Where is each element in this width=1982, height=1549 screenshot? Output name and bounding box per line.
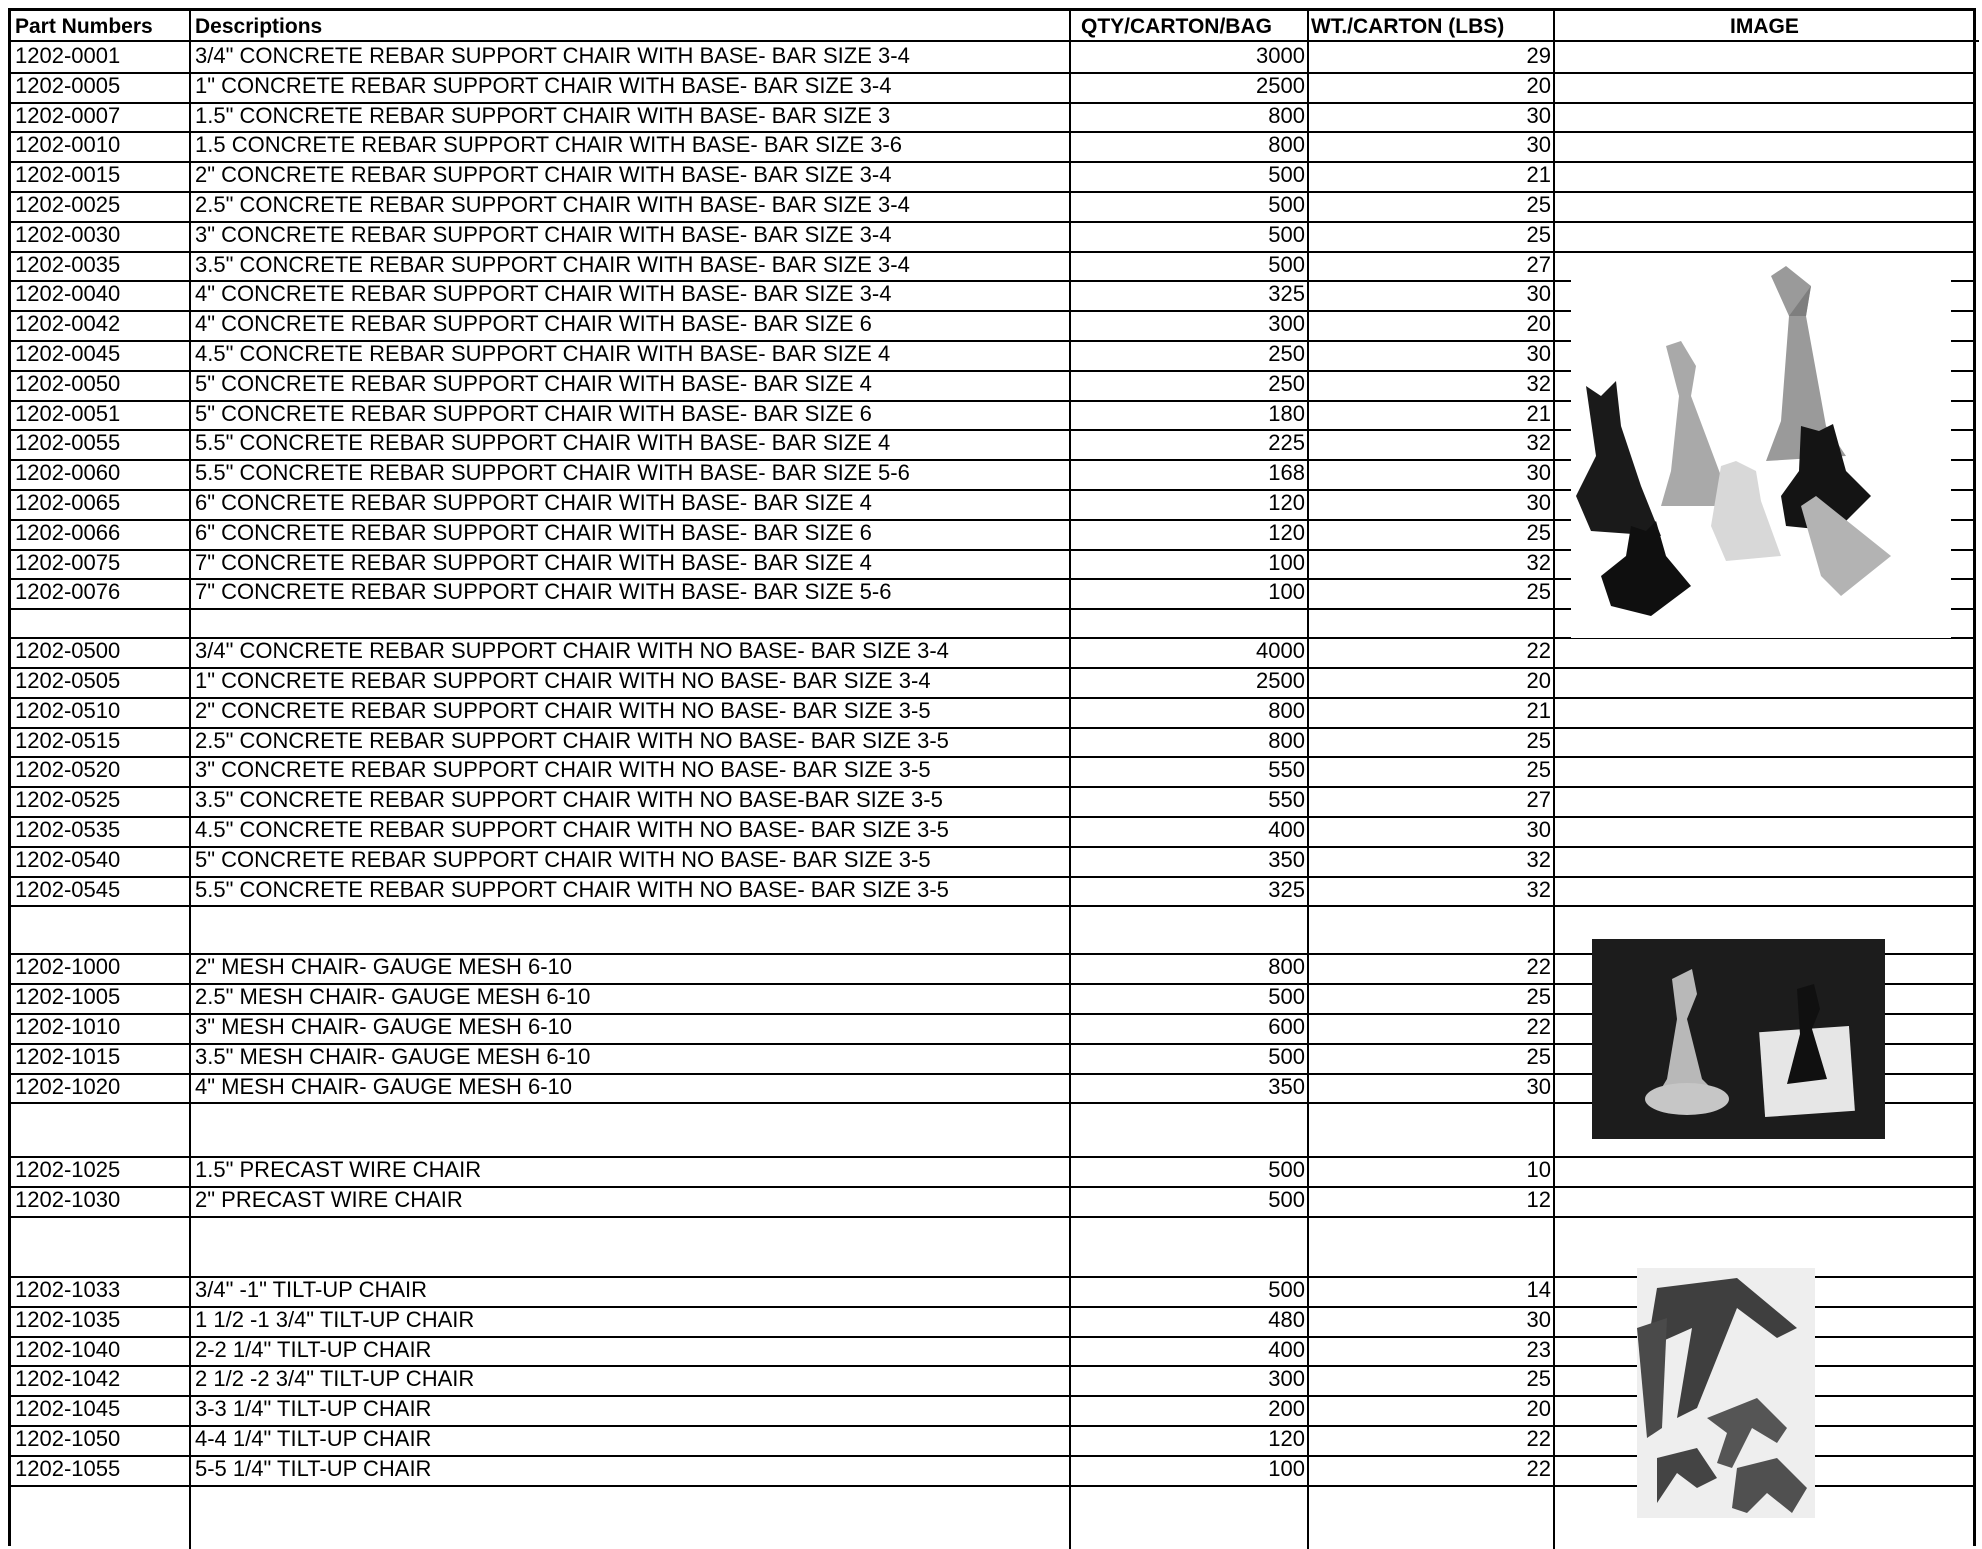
qty-cell[interactable]: 800 bbox=[1268, 132, 1305, 158]
part-number-cell[interactable]: 1202-0051 bbox=[15, 400, 121, 426]
weight-cell[interactable]: 12 bbox=[1526, 1187, 1551, 1213]
weight-cell[interactable]: 22 bbox=[1526, 954, 1551, 980]
qty-cell[interactable]: 500 bbox=[1268, 192, 1305, 217]
part-number-cell[interactable]: 1202-1015 bbox=[15, 1043, 121, 1069]
part-number-cell[interactable]: 1202-0515 bbox=[15, 727, 121, 753]
part-number-cell[interactable]: 1202-1033 bbox=[15, 1277, 121, 1302]
weight-cell[interactable]: 20 bbox=[1526, 311, 1551, 337]
part-number-cell[interactable]: 1202-0535 bbox=[15, 817, 121, 842]
part-number-cell[interactable]: 1202-0500 bbox=[15, 638, 121, 664]
weight-cell[interactable]: 32 bbox=[1526, 430, 1551, 456]
weight-cell[interactable]: 29 bbox=[1526, 43, 1551, 68]
description-cell[interactable]: 3-3 1/4" TILT-UP CHAIR bbox=[195, 1396, 432, 1422]
weight-cell[interactable]: 30 bbox=[1526, 1306, 1551, 1332]
qty-cell[interactable]: 2500 bbox=[1256, 72, 1305, 98]
qty-cell[interactable]: 800 bbox=[1268, 727, 1305, 753]
part-number-cell[interactable]: 1202-1050 bbox=[15, 1426, 121, 1451]
part-number-cell[interactable]: 1202-1000 bbox=[15, 954, 121, 980]
part-number-cell[interactable]: 1202-0540 bbox=[15, 846, 121, 872]
weight-cell[interactable]: 14 bbox=[1526, 1277, 1551, 1302]
description-cell[interactable]: 5" CONCRETE REBAR SUPPORT CHAIR WITH NO BASE- BAR SIZE 3-5 bbox=[195, 846, 931, 872]
weight-cell[interactable]: 30 bbox=[1526, 460, 1551, 486]
weight-cell[interactable]: 30 bbox=[1526, 490, 1551, 515]
qty-cell[interactable]: 325 bbox=[1268, 876, 1305, 902]
description-cell[interactable]: 1.5" CONCRETE REBAR SUPPORT CHAIR WITH BASE- BAR SIZE 3 bbox=[195, 102, 891, 128]
qty-cell[interactable]: 2500 bbox=[1256, 668, 1305, 693]
description-cell[interactable]: 2" CONCRETE REBAR SUPPORT CHAIR WITH NO BASE- BAR SIZE 3-5 bbox=[195, 697, 931, 723]
qty-cell[interactable]: 550 bbox=[1268, 787, 1305, 813]
weight-cell[interactable]: 25 bbox=[1526, 221, 1551, 247]
qty-cell[interactable]: 120 bbox=[1268, 490, 1305, 515]
part-number-cell[interactable]: 1202-0505 bbox=[15, 668, 121, 693]
part-number-cell[interactable]: 1202-0076 bbox=[15, 579, 121, 605]
qty-cell[interactable]: 100 bbox=[1268, 549, 1305, 575]
part-number-cell[interactable]: 1202-0066 bbox=[15, 519, 121, 545]
weight-cell[interactable]: 20 bbox=[1526, 72, 1551, 98]
qty-cell[interactable]: 250 bbox=[1268, 370, 1305, 396]
description-cell[interactable]: 4.5" CONCRETE REBAR SUPPORT CHAIR WITH NO BASE- BAR SIZE 3-5 bbox=[195, 817, 949, 842]
weight-cell[interactable]: 21 bbox=[1526, 697, 1551, 723]
part-number-cell[interactable]: 1202-0030 bbox=[15, 221, 121, 247]
tilt-up-chairs-illustration bbox=[1637, 1268, 1815, 1518]
weight-cell[interactable]: 20 bbox=[1526, 1396, 1551, 1422]
description-cell[interactable]: 3" CONCRETE REBAR SUPPORT CHAIR WITH NO BASE- BAR SIZE 3-5 bbox=[195, 757, 931, 783]
weight-cell[interactable]: 25 bbox=[1526, 757, 1551, 783]
part-number-cell[interactable]: 1202-1020 bbox=[15, 1073, 121, 1099]
qty-cell[interactable]: 400 bbox=[1268, 817, 1305, 842]
description-cell[interactable]: 5" CONCRETE REBAR SUPPORT CHAIR WITH BASE- BAR SIZE 4 bbox=[195, 370, 872, 396]
weight-cell[interactable]: 25 bbox=[1526, 727, 1551, 753]
qty-cell[interactable]: 500 bbox=[1268, 1157, 1305, 1183]
weight-cell[interactable]: 32 bbox=[1526, 876, 1551, 902]
mesh-chair-photo bbox=[1592, 939, 1885, 1139]
weight-cell[interactable]: 32 bbox=[1526, 370, 1551, 396]
description-cell[interactable]: 3.5" CONCRETE REBAR SUPPORT CHAIR WITH NO BASE-BAR SIZE 3-5 bbox=[195, 787, 943, 813]
qty-cell[interactable]: 300 bbox=[1268, 1366, 1305, 1392]
weight-cell[interactable]: 30 bbox=[1526, 281, 1551, 307]
weight-cell[interactable]: 30 bbox=[1526, 341, 1551, 366]
qty-cell[interactable]: 3000 bbox=[1256, 43, 1305, 68]
qty-cell[interactable]: 168 bbox=[1268, 460, 1305, 486]
qty-cell[interactable]: 120 bbox=[1268, 1426, 1305, 1451]
qty-cell[interactable]: 550 bbox=[1268, 757, 1305, 783]
qty-cell[interactable]: 350 bbox=[1268, 846, 1305, 872]
qty-cell[interactable]: 120 bbox=[1268, 519, 1305, 545]
part-number-cell[interactable]: 1202-0042 bbox=[15, 311, 121, 337]
description-cell[interactable]: 6" CONCRETE REBAR SUPPORT CHAIR WITH BASE- BAR SIZE 4 bbox=[195, 490, 872, 515]
weight-cell[interactable]: 30 bbox=[1526, 102, 1551, 128]
part-number-cell[interactable]: 1202-0001 bbox=[15, 43, 121, 68]
weight-cell[interactable]: 25 bbox=[1526, 984, 1551, 1010]
description-cell[interactable]: 4" CONCRETE REBAR SUPPORT CHAIR WITH BASE- BAR SIZE 6 bbox=[195, 311, 872, 337]
weight-cell[interactable]: 22 bbox=[1526, 1426, 1551, 1451]
weight-cell[interactable]: 21 bbox=[1526, 400, 1551, 426]
parts-spreadsheet bbox=[8, 8, 1976, 1546]
description-cell[interactable]: 5.5" CONCRETE REBAR SUPPORT CHAIR WITH NO BASE- BAR SIZE 3-5 bbox=[195, 876, 949, 902]
part-number-cell[interactable]: 1202-0005 bbox=[15, 72, 121, 98]
weight-cell[interactable]: 30 bbox=[1526, 1073, 1551, 1099]
weight-cell[interactable]: 25 bbox=[1526, 1043, 1551, 1069]
part-number-cell[interactable]: 1202-1030 bbox=[15, 1187, 121, 1213]
part-number-cell[interactable]: 1202-1040 bbox=[15, 1336, 121, 1362]
qty-cell[interactable]: 800 bbox=[1268, 697, 1305, 723]
qty-cell[interactable]: 500 bbox=[1268, 221, 1305, 247]
part-number-cell[interactable]: 1202-0015 bbox=[15, 162, 121, 188]
weight-cell[interactable]: 25 bbox=[1526, 579, 1551, 605]
description-cell[interactable]: 4" MESH CHAIR- GAUGE MESH 6-10 bbox=[195, 1073, 572, 1099]
weight-cell[interactable]: 30 bbox=[1526, 132, 1551, 158]
description-cell[interactable]: 1.5" PRECAST WIRE CHAIR bbox=[195, 1157, 482, 1183]
weight-cell[interactable]: 32 bbox=[1526, 846, 1551, 872]
part-number-cell[interactable]: 1202-0545 bbox=[15, 876, 121, 902]
column-divider bbox=[189, 11, 191, 1549]
part-number-cell[interactable]: 1202-0035 bbox=[15, 251, 121, 277]
qty-cell[interactable]: 480 bbox=[1268, 1306, 1305, 1332]
part-number-cell[interactable]: 1202-1025 bbox=[15, 1157, 121, 1183]
description-cell[interactable]: 2.5" CONCRETE REBAR SUPPORT CHAIR WITH NO BASE- BAR SIZE 3-5 bbox=[195, 727, 949, 753]
qty-cell[interactable]: 500 bbox=[1268, 1187, 1305, 1213]
description-cell[interactable]: 3/4" CONCRETE REBAR SUPPORT CHAIR WITH NO BASE- BAR SIZE 3-4 bbox=[195, 638, 949, 664]
header-descriptions[interactable]: Descriptions bbox=[195, 15, 323, 38]
description-cell[interactable]: 4.5" CONCRETE REBAR SUPPORT CHAIR WITH BASE- BAR SIZE 4 bbox=[195, 341, 891, 366]
part-number-cell[interactable]: 1202-0075 bbox=[15, 549, 121, 575]
qty-cell[interactable]: 100 bbox=[1268, 1455, 1305, 1481]
part-number-cell[interactable]: 1202-0520 bbox=[15, 757, 121, 783]
description-cell[interactable]: 3.5" MESH CHAIR- GAUGE MESH 6-10 bbox=[195, 1043, 591, 1069]
qty-cell[interactable]: 100 bbox=[1268, 579, 1305, 605]
qty-cell[interactable]: 500 bbox=[1268, 1277, 1305, 1302]
weight-cell[interactable]: 25 bbox=[1526, 192, 1551, 217]
part-number-cell[interactable]: 1202-0050 bbox=[15, 370, 121, 396]
weight-cell[interactable]: 21 bbox=[1526, 162, 1551, 188]
description-cell[interactable]: 2" CONCRETE REBAR SUPPORT CHAIR WITH BASE- BAR SIZE 3-4 bbox=[195, 162, 892, 188]
header-qty[interactable]: QTY/CARTON/BAG bbox=[1081, 15, 1272, 38]
weight-cell[interactable]: 25 bbox=[1526, 1366, 1551, 1392]
weight-cell[interactable]: 22 bbox=[1526, 638, 1551, 664]
qty-cell[interactable]: 500 bbox=[1268, 1043, 1305, 1069]
description-cell[interactable]: 1.5 CONCRETE REBAR SUPPORT CHAIR WITH BASE- BAR SIZE 3-6 bbox=[195, 132, 902, 158]
qty-cell[interactable]: 4000 bbox=[1256, 638, 1305, 664]
weight-cell[interactable]: 27 bbox=[1526, 251, 1551, 277]
qty-cell[interactable]: 800 bbox=[1268, 954, 1305, 980]
weight-cell[interactable]: 32 bbox=[1526, 549, 1551, 575]
part-number-cell[interactable]: 1202-0065 bbox=[15, 490, 121, 515]
description-cell[interactable]: 4" CONCRETE REBAR SUPPORT CHAIR WITH BASE- BAR SIZE 3-4 bbox=[195, 281, 892, 307]
part-number-cell[interactable]: 1202-0055 bbox=[15, 430, 121, 456]
description-cell[interactable]: 1 1/2 -1 3/4" TILT-UP CHAIR bbox=[195, 1306, 475, 1332]
weight-cell[interactable]: 27 bbox=[1526, 787, 1551, 813]
description-cell[interactable]: 5.5" CONCRETE REBAR SUPPORT CHAIR WITH BASE- BAR SIZE 4 bbox=[195, 430, 891, 456]
part-number-cell[interactable]: 1202-1045 bbox=[15, 1396, 121, 1422]
description-cell[interactable]: 5" CONCRETE REBAR SUPPORT CHAIR WITH BASE- BAR SIZE 6 bbox=[195, 400, 872, 426]
header-weight[interactable]: WT./CARTON (LBS) bbox=[1311, 15, 1505, 38]
part-number-cell[interactable]: 1202-0510 bbox=[15, 697, 121, 723]
weight-cell[interactable]: 22 bbox=[1526, 1455, 1551, 1481]
rebar-chairs-illustration bbox=[1571, 256, 1951, 638]
qty-cell[interactable]: 325 bbox=[1268, 281, 1305, 307]
header-image[interactable]: IMAGE bbox=[1730, 15, 1799, 38]
part-number-cell[interactable]: 1202-1055 bbox=[15, 1455, 121, 1481]
description-cell[interactable]: 3" CONCRETE REBAR SUPPORT CHAIR WITH BASE- BAR SIZE 3-4 bbox=[195, 221, 892, 247]
qty-cell[interactable]: 200 bbox=[1268, 1396, 1305, 1422]
weight-cell[interactable]: 22 bbox=[1526, 1014, 1551, 1039]
description-cell[interactable]: 6" CONCRETE REBAR SUPPORT CHAIR WITH BASE- BAR SIZE 6 bbox=[195, 519, 872, 545]
description-cell[interactable]: 2-2 1/4" TILT-UP CHAIR bbox=[195, 1336, 432, 1362]
weight-cell[interactable]: 10 bbox=[1526, 1157, 1551, 1183]
part-number-cell[interactable]: 1202-0025 bbox=[15, 192, 121, 217]
tilt-up-chair-photo bbox=[1637, 1268, 1815, 1518]
part-number-cell[interactable]: 1202-0007 bbox=[15, 102, 121, 128]
weight-cell[interactable]: 23 bbox=[1526, 1336, 1551, 1362]
description-cell[interactable]: 3/4" -1" TILT-UP CHAIR bbox=[195, 1277, 428, 1302]
rebar-chair-with-base-photo bbox=[1571, 256, 1951, 638]
part-number-cell[interactable]: 1202-1035 bbox=[15, 1306, 121, 1332]
part-number-cell[interactable]: 1202-0060 bbox=[15, 460, 121, 486]
qty-cell[interactable]: 500 bbox=[1268, 984, 1305, 1010]
weight-cell[interactable]: 25 bbox=[1526, 519, 1551, 545]
qty-cell[interactable]: 500 bbox=[1268, 251, 1305, 277]
weight-cell[interactable]: 20 bbox=[1526, 668, 1551, 693]
header-part-numbers[interactable]: Part Numbers bbox=[15, 15, 153, 38]
qty-cell[interactable]: 300 bbox=[1268, 311, 1305, 337]
qty-cell[interactable]: 180 bbox=[1268, 400, 1305, 426]
weight-cell[interactable]: 30 bbox=[1526, 817, 1551, 842]
description-cell[interactable]: 2" MESH CHAIR- GAUGE MESH 6-10 bbox=[195, 954, 572, 980]
description-cell[interactable]: 7" CONCRETE REBAR SUPPORT CHAIR WITH BASE- BAR SIZE 5-6 bbox=[195, 579, 892, 605]
description-cell[interactable]: 2" PRECAST WIRE CHAIR bbox=[195, 1187, 463, 1213]
description-cell[interactable]: 2.5" CONCRETE REBAR SUPPORT CHAIR WITH BASE- BAR SIZE 3-4 bbox=[195, 192, 910, 217]
description-cell[interactable]: 1" CONCRETE REBAR SUPPORT CHAIR WITH BASE- BAR SIZE 3-4 bbox=[195, 72, 892, 98]
description-cell[interactable]: 5-5 1/4" TILT-UP CHAIR bbox=[195, 1455, 432, 1481]
description-cell[interactable]: 2.5" MESH CHAIR- GAUGE MESH 6-10 bbox=[195, 984, 591, 1010]
qty-cell[interactable]: 400 bbox=[1268, 1336, 1305, 1362]
description-cell[interactable]: 3/4" CONCRETE REBAR SUPPORT CHAIR WITH BASE- BAR SIZE 3-4 bbox=[195, 43, 910, 68]
part-number-cell[interactable]: 1202-0045 bbox=[15, 341, 121, 366]
qty-cell[interactable]: 350 bbox=[1268, 1073, 1305, 1099]
qty-cell[interactable]: 600 bbox=[1268, 1014, 1305, 1039]
row-divider bbox=[11, 905, 1973, 907]
mesh-chairs-illustration bbox=[1592, 939, 1885, 1139]
column-divider bbox=[1553, 11, 1555, 1549]
description-cell[interactable]: 2 1/2 -2 3/4" TILT-UP CHAIR bbox=[195, 1366, 475, 1392]
qty-cell[interactable]: 500 bbox=[1268, 162, 1305, 188]
description-cell[interactable]: 3.5" CONCRETE REBAR SUPPORT CHAIR WITH BASE- BAR SIZE 3-4 bbox=[195, 251, 910, 277]
description-cell[interactable]: 3" MESH CHAIR- GAUGE MESH 6-10 bbox=[195, 1014, 572, 1039]
description-cell[interactable]: 1" CONCRETE REBAR SUPPORT CHAIR WITH NO BASE- BAR SIZE 3-4 bbox=[195, 668, 931, 693]
part-number-cell[interactable]: 1202-1010 bbox=[15, 1014, 121, 1039]
qty-cell[interactable]: 250 bbox=[1268, 341, 1305, 366]
part-number-cell[interactable]: 1202-0525 bbox=[15, 787, 121, 813]
qty-cell[interactable]: 225 bbox=[1268, 430, 1305, 456]
description-cell[interactable]: 4-4 1/4" TILT-UP CHAIR bbox=[195, 1426, 432, 1451]
part-number-cell[interactable]: 1202-0010 bbox=[15, 132, 121, 158]
description-cell[interactable]: 7" CONCRETE REBAR SUPPORT CHAIR WITH BASE- BAR SIZE 4 bbox=[195, 549, 872, 575]
row-divider bbox=[11, 1216, 1973, 1218]
qty-cell[interactable]: 800 bbox=[1268, 102, 1305, 128]
part-number-cell[interactable]: 1202-1005 bbox=[15, 984, 121, 1010]
part-number-cell[interactable]: 1202-0040 bbox=[15, 281, 121, 307]
description-cell[interactable]: 5.5" CONCRETE REBAR SUPPORT CHAIR WITH BASE- BAR SIZE 5-6 bbox=[195, 460, 910, 486]
part-number-cell[interactable]: 1202-1042 bbox=[15, 1366, 121, 1392]
